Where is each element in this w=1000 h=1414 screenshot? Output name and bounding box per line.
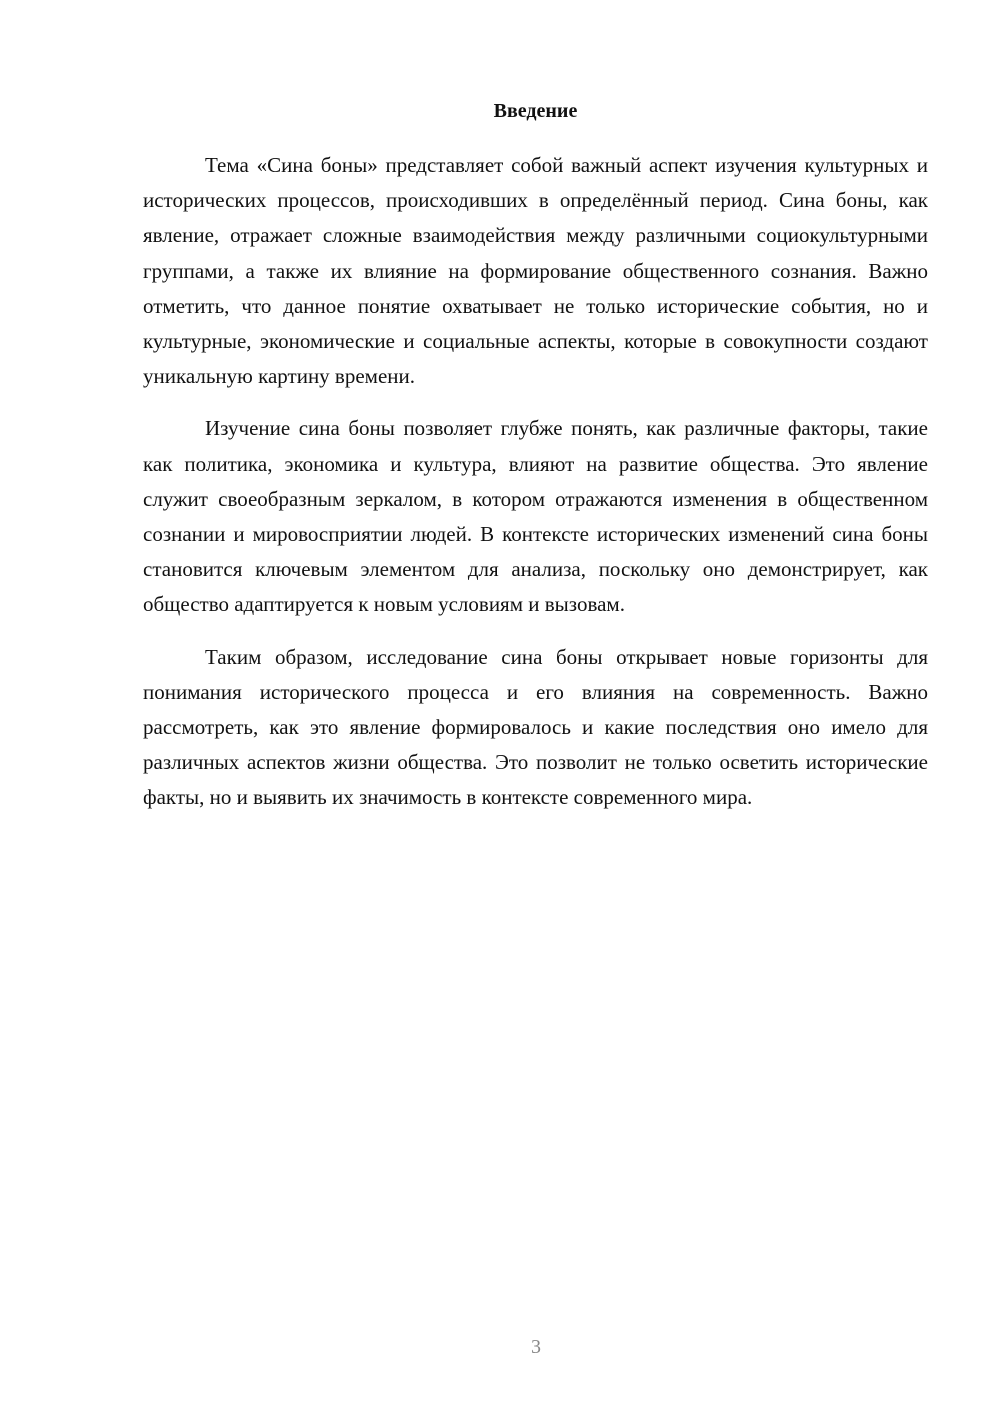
paragraph-1: Тема «Сина боны» представляет собой важный аспект изучения культурных и исторических процессов, происходивших в определённый период. Сина боны, как явление, отражает сложные взаимодействия между различными социокультурными группами, а также их влияние на формирование общественного сознания. Важно отметить, что данное понятие охватывает не только исторические события, но и культурные, экономические и социальные аспекты, которые в совокупности создают уникальную картину времени. [143, 153, 928, 389]
page-content [143, 96, 928, 833]
section-heading: Введение [493, 100, 578, 122]
page-number: 3 [531, 1336, 541, 1358]
paragraph-3: Таким образом, исследование сина боны открывает новые горизонты для понимания исторического процесса и его влияния на современность. Важно рассмотреть, как это явление формировалось и какие последствия оно имело для различных аспектов жизни общества. Это позволит не только осветить исторические факты, но и выявить их значимость в контексте современного мира. [143, 644, 928, 810]
paragraph-2: Изучение сина боны позволяет глубже понять, как различные факторы, такие как политика, экономика и культура, влияют на развитие общества. Это явление служит своеобразным зеркалом, в котором отражаются изменения в общественном сознании и мировосприятии людей. В контексте исторических изменений сина боны становится ключевым элементом для анализа, поскольку оно демонстрирует, как общество адаптируется к новым условиям и вызовам. [143, 416, 928, 617]
